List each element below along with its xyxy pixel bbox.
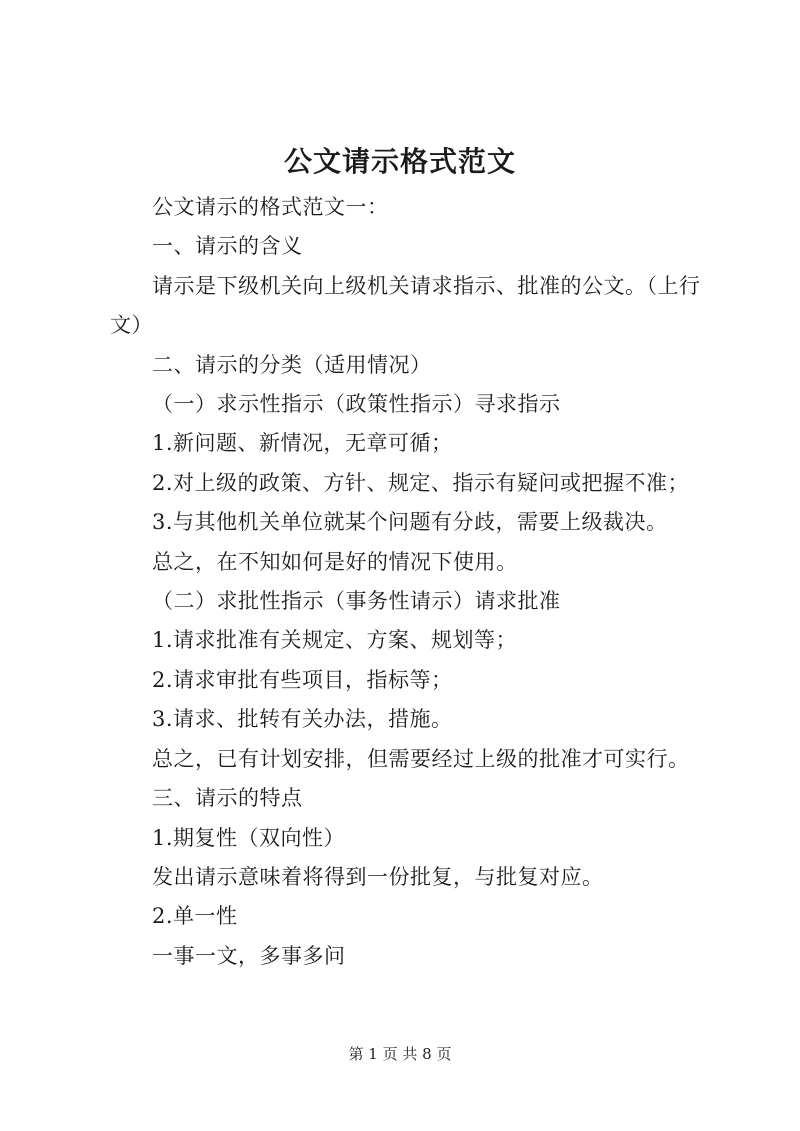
page-footer: 第 1 页 共 8 页 bbox=[348, 1045, 452, 1063]
paragraph: 总之，已有计划安排，但需要经过上级的批准才可实行。 bbox=[152, 746, 690, 771]
list-item: 2.对上级的政策、方针、规定、指示有疑问或把握不准； bbox=[152, 470, 690, 495]
paragraph: 请示是下级机关向上级机关请求指示、批准的公文。（上行文） bbox=[110, 273, 701, 338]
list-item: 2.单一性 bbox=[152, 904, 238, 929]
page-title: 公文请示格式范文 bbox=[283, 145, 516, 178]
list-item: 1.期复性（双向性） bbox=[152, 825, 346, 850]
paragraph: 发出请示意味着将得到一份批复，与批复对应。 bbox=[152, 864, 604, 889]
document-body bbox=[110, 188, 706, 976]
paragraph: 总之，在不知如何是好的情况下使用。 bbox=[152, 549, 518, 574]
paragraph: 公文请示的格式范文一： bbox=[152, 195, 389, 219]
list-item: 3.与其他机关单位就某个问题有分歧，需要上级裁决。 bbox=[152, 510, 668, 535]
section-heading: 一、请示的含义 bbox=[152, 234, 303, 259]
subsection-heading: （二）求批性指示（事务性请示）请求批准 bbox=[152, 589, 561, 614]
list-item: 3.请求、批转有关办法，措施。 bbox=[152, 707, 453, 732]
list-item: 2.请求审批有些项目，指标等； bbox=[152, 667, 453, 692]
list-item: 1.请求批准有关规定、方案、规划等； bbox=[152, 628, 518, 653]
paragraph: 一事一文，多事多问 bbox=[152, 943, 346, 968]
list-item: 1.新问题、新情况，无章可循； bbox=[152, 431, 453, 456]
section-heading: 二、请示的分类（适用情况） bbox=[152, 352, 432, 377]
subsection-heading: （一）求示性指示（政策性指示）寻求指示 bbox=[152, 392, 561, 417]
section-heading: 三、请示的特点 bbox=[152, 786, 303, 811]
